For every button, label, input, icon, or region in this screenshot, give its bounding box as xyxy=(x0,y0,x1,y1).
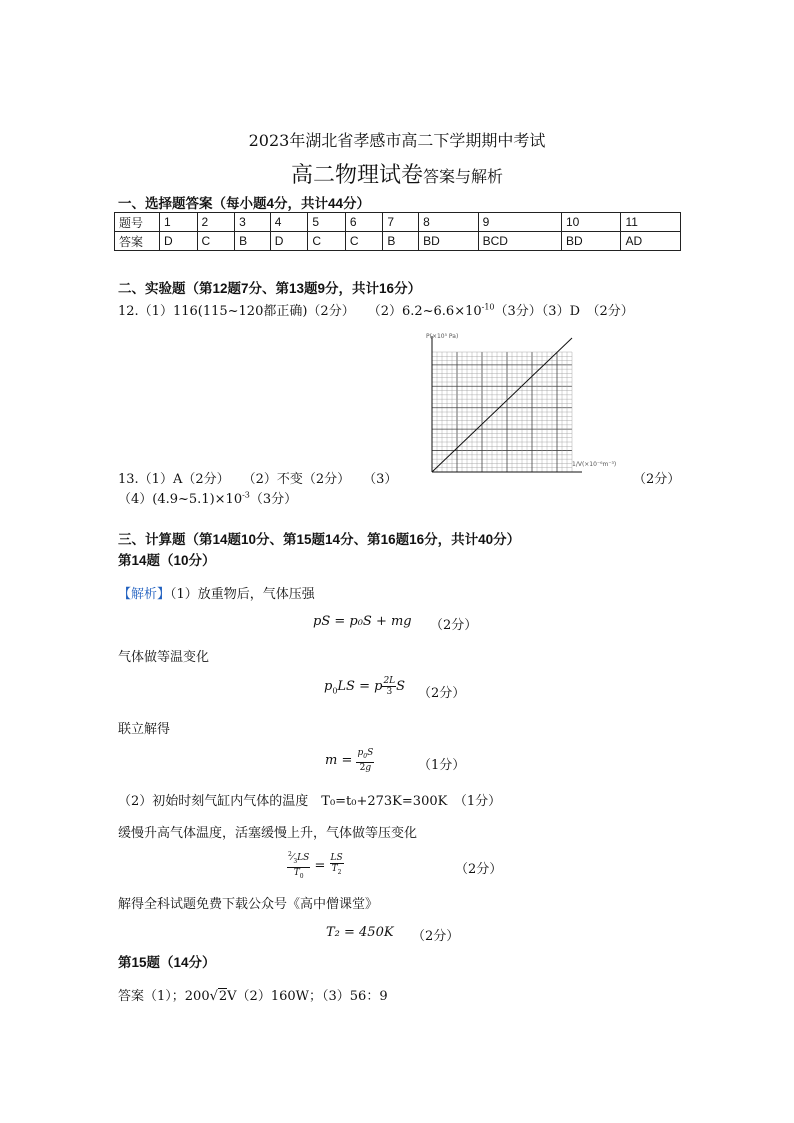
table-cell: D xyxy=(270,232,308,251)
table-cell: 8 xyxy=(419,213,479,232)
section-1-heading: 一、选择题答案（每小题4分，共计44分） xyxy=(118,196,371,211)
table-cell: 9 xyxy=(478,213,561,232)
table-cell: 2 xyxy=(197,213,235,232)
equation-4-score: （2分） xyxy=(455,862,503,877)
q13-answer-line2 xyxy=(118,488,297,507)
table-cell: BD xyxy=(561,232,621,251)
graph-x-label: 1/V(×10⁻⁶m⁻³) xyxy=(572,461,617,468)
equation-5-score: （2分） xyxy=(412,929,460,944)
q13-exponent: -3 xyxy=(242,490,250,500)
table-cell: B xyxy=(235,232,271,251)
q13-answer-line1: 13.（1）A（2分） （2）不变（2分） （3） xyxy=(118,472,398,487)
q14-line2: 气体做等温变化 xyxy=(118,650,210,665)
section-3-heading: 三、计算题（第14题10分、第15题14分、第16题16分，共计40分） xyxy=(118,532,521,547)
table-row xyxy=(115,213,681,232)
q15-answer-a: 答案（1）；200 xyxy=(118,989,210,1004)
table-cell: 1 xyxy=(160,213,198,232)
table-cell: 11 xyxy=(621,213,681,232)
analysis-tag: 【解析】 xyxy=(118,587,171,602)
table-cell: C xyxy=(308,232,346,251)
exam-title-line: 2023年湖北省孝感市高二下学期期中考试 xyxy=(248,131,546,150)
table-cell: 5 xyxy=(308,213,346,232)
q12-answer xyxy=(118,300,634,319)
table-cell: 题号 xyxy=(115,213,160,232)
table-cell: D xyxy=(160,232,198,251)
table-cell: 答案 xyxy=(115,232,160,251)
paper-title-main: 高二物理试卷 xyxy=(290,163,423,188)
equation-1-score: （2分） xyxy=(430,618,478,633)
q15-answer xyxy=(118,985,388,1004)
q13-score: （2分） xyxy=(633,472,681,487)
q15-sqrt-value: 2 xyxy=(218,989,228,1004)
table-cell: 10 xyxy=(561,213,621,232)
q14-title: 第14题（10分） xyxy=(118,553,216,568)
table-cell: 6 xyxy=(345,213,383,232)
graph-grid xyxy=(432,352,572,472)
q14-line5: 缓慢升高气体温度，活塞缓慢上升，气体做等压变化 xyxy=(118,826,418,841)
graph-y-label: P(×10⁵ Pa) xyxy=(426,333,459,340)
q14-line4: （2）初始时刻气缸内气体的温度 T₀=t₀+273K=300K （1分） xyxy=(118,794,502,809)
q14-line3: 联立解得 xyxy=(118,722,171,737)
sqrt-sign: √ xyxy=(209,989,218,1004)
equation-3-score: （1分） xyxy=(418,758,466,773)
q12-text: 12.（1）116(115~120都正确)（2分） （2）6.2~6.6×10 xyxy=(118,304,482,319)
paper-title-sub: 答案与解析 xyxy=(423,167,504,186)
table-cell: BD xyxy=(419,232,479,251)
table-cell: C xyxy=(197,232,235,251)
q12-rest: （3分）（3）D （2分） xyxy=(494,304,634,319)
answer-table xyxy=(114,212,681,251)
q14-line1 xyxy=(118,583,315,602)
p-inverse-v-graph xyxy=(420,330,617,480)
table-cell: 3 xyxy=(235,213,271,232)
equation-2: $p_0LS = p$ $\frac{2L}{3}$ S xyxy=(324,676,406,697)
equation-5: T₂ = 450K xyxy=(326,925,394,940)
table-cell: BCD xyxy=(478,232,561,251)
equation-2-score: （2分） xyxy=(418,686,466,701)
equation-3: m = $\frac{p_0S}{2g}$ xyxy=(325,748,374,773)
table-cell: C xyxy=(345,232,383,251)
q15-answer-b: V（2）160W；（3）56：9 xyxy=(227,989,388,1004)
table-cell: B xyxy=(383,232,419,251)
equation-1: pS = p₀S + mg xyxy=(313,614,412,629)
paper-title xyxy=(0,158,794,189)
q15-title: 第15题（14分） xyxy=(118,955,216,970)
q14-line6: 解得全科试题免费下载公众号《高中僧课堂》 xyxy=(118,897,379,912)
table-cell: 4 xyxy=(270,213,308,232)
table-row xyxy=(115,232,681,251)
q14-line1-text: （1）放重物后，气体压强 xyxy=(170,587,315,602)
table-cell: AD xyxy=(621,232,681,251)
q13-part4: （4）(4.9~5.1)×10 xyxy=(118,492,243,507)
table-cell: 7 xyxy=(383,213,419,232)
q12-exponent: -10 xyxy=(481,302,495,312)
equation-4: $\frac{^2⁄_3LS}{T_0}$ = $\frac{LS}{T_2}$ xyxy=(288,851,343,880)
section-2-heading: 二、实验题（第12题7分、第13题9分，共计16分） xyxy=(118,281,422,296)
q13-part4-score: （3分） xyxy=(249,492,298,507)
